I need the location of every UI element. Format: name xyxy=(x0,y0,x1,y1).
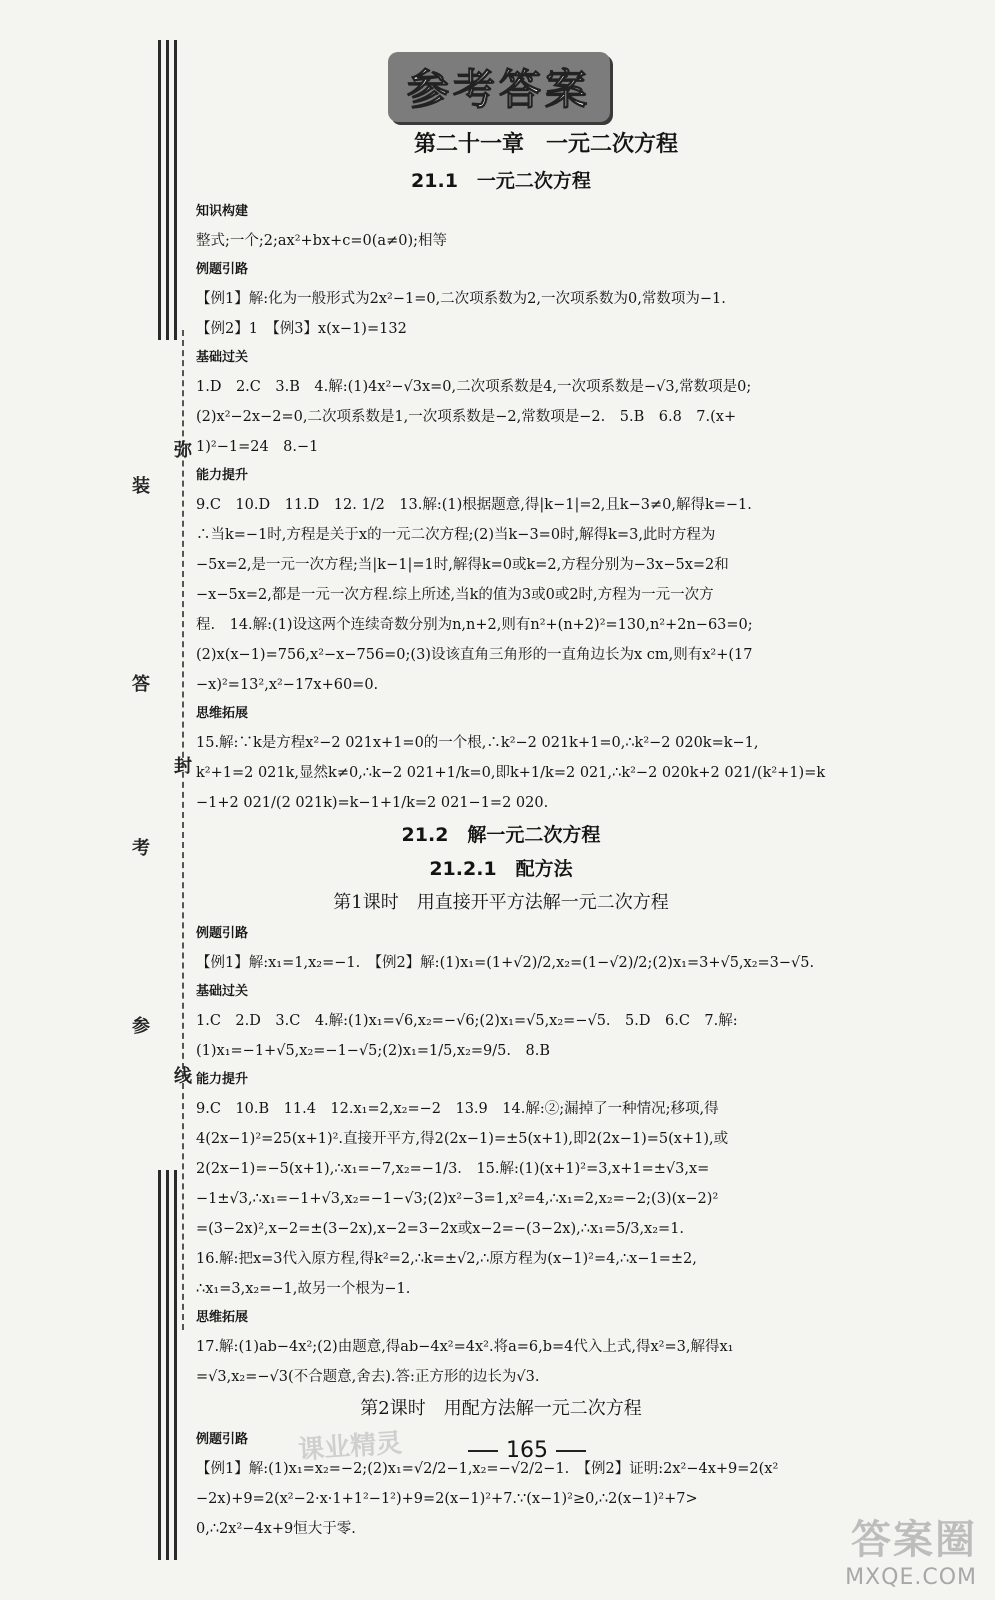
answer-content xyxy=(196,126,826,1544)
text-line: =√3,x₂=−√3(不合题意,舍去).答:正方形的边长为√3. xyxy=(196,1369,540,1385)
binding-line-5 xyxy=(166,1170,169,1560)
page-number xyxy=(460,1438,594,1463)
binding-line-1 xyxy=(158,40,161,340)
lesson-title: 第1课时 用直接开平方法解一元二次方程 xyxy=(333,892,669,913)
watermark xyxy=(737,1508,977,1588)
text-line: −5x=2,是一元一次方程;当|k−1|=1时,解得k=0或k=2,方程分别为−3x−5x=2和 xyxy=(196,557,729,573)
text-line: −2x)+9=2(x²−2·x·1+1²−1²)+9=2(x−1)²+7.∵(x−1)²≥0,∴2(x−1)²+7> xyxy=(196,1491,698,1507)
text-line: (2)x(x−1)=756,x²−x−756=0;(3)设该直角三角形的一直角边长为x cm,则有x²+(17 xyxy=(196,647,753,663)
text-line: 2(2x−1)=−5(x+1),∴x₁=−7,x₂=−1/3. 15.解:(1)(x+1)²=3,x+1=±√3,x= xyxy=(196,1161,710,1177)
section-label: 例题引路 xyxy=(196,262,249,277)
watermark-logo: 答案圈 xyxy=(851,1517,977,1563)
text-line: k²+1=2 021k,显然k≠0,∴k−2 021+1/k=0,即k+1/k=2 021,∴k²−2 020k+2 021/(k²+1)=k xyxy=(196,765,826,781)
chapter-title: 第二十一章 一元二次方程 xyxy=(413,132,678,157)
text-line: 程. 14.解:(1)设这两个连续奇数分别为n,n+2,则有n²+(n+2)²=130,n²+2n−63=0; xyxy=(196,617,753,633)
text-line: 1)²−1=24 8.−1 xyxy=(196,439,319,455)
binding-line-3 xyxy=(174,40,177,340)
text-line: 9.C 10.D 11.D 12. 1/2 13.解:(1)根据题意,得|k−1|=2,且k−3≠0,解得k=−1. xyxy=(196,497,752,513)
text-line: (2)x²−2x−2=0,二次项系数是1,一次项系数是−2,常数项是−2. 5.B 6.8 7.(x+ xyxy=(196,409,737,425)
text-line: 9.C 10.B 11.4 12.x₁=2,x₂=−2 13.9 14.解:②;漏掉了一种情况;移项,得 xyxy=(196,1101,719,1117)
section-label: 思维拓展 xyxy=(196,706,249,721)
text-line: 【例2】1 【例3】x(x−1)=132 xyxy=(196,321,407,337)
text-line: (1)x₁=−1+√5,x₂=−1−√5;(2)x₁=1/5,x₂=9/5. 8.B xyxy=(196,1043,550,1059)
section-label: 能力提升 xyxy=(196,468,249,483)
section-label: 能力提升 xyxy=(196,1072,249,1087)
binding-char: 线 xyxy=(174,1066,192,1087)
text-line: 【例1】解:(1)x₁=x₂=−2;(2)x₁=√2/2−1,x₂=−√2/2−1. 【例2】证明:2x²−4x+9=2(x² xyxy=(196,1461,779,1477)
section-label: 例题引路 xyxy=(196,1432,249,1447)
lesson-title: 第2课时 用配方法解一元二次方程 xyxy=(360,1398,642,1419)
text-line: 整式;一个;2;ax²+bx+c=0(a≠0);相等 xyxy=(196,233,447,249)
subsection-title: 21.2.1 配方法 xyxy=(429,858,573,880)
text-line: 17.解:(1)ab−4x²;(2)由题意,得ab−4x²=4x².将a=6,b=4代入上式,得x²=3,解得x₁ xyxy=(196,1339,734,1355)
answer-banner xyxy=(388,52,610,122)
binding-char: 弥 xyxy=(174,440,192,461)
binding-margin xyxy=(0,0,200,1600)
section-label: 例题引路 xyxy=(196,926,249,941)
text-line: 1.D 2.C 3.B 4.解:(1)4x²−√3x=0,二次项系数是4,一次项系数是−√3,常数项是0; xyxy=(196,379,752,395)
text-line: 0,∴2x²−4x+9恒大于零. xyxy=(196,1521,356,1537)
text-line: 4(2x−1)²=25(x+1)².直接开平方,得2(2x−1)=±5(x+1),即2(2x−1)=5(x+1),或 xyxy=(196,1131,729,1147)
text-line: 16.解:把x=3代入原方程,得k²=2,∴k=±√2,∴原方程为(x−1)²=4,∴x−1=±2, xyxy=(196,1251,697,1267)
section-title: 21.2 解一元二次方程 xyxy=(401,824,601,846)
text-line: −1±√3,∴x₁=−1+√3,x₂=−1−√3;(2)x²−3=1,x²=4,∴x₁=2,x₂=−2;(3)(x−2)² xyxy=(196,1191,719,1207)
dash-right xyxy=(556,1450,586,1452)
binding-line-6 xyxy=(174,1170,177,1560)
text-line: =(3−2x)²,x−2=±(3−2x),x−2=3−2x或x−2=−(3−2x),∴x₁=5/3,x₂=1. xyxy=(196,1221,685,1237)
binding-char: 答 xyxy=(132,674,150,695)
binding-line-2 xyxy=(166,40,169,340)
cut-line xyxy=(182,330,184,1330)
section-title: 21.1 一元二次方程 xyxy=(411,170,591,192)
section-label: 基础过关 xyxy=(196,984,249,999)
text-line: 15.解:∵k是方程x²−2 021x+1=0的一个根,∴k²−2 021k+1=0,∴k²−2 020k=k−1, xyxy=(196,735,759,751)
text-line: −1+2 021/(2 021k)=k−1+1/k=2 021−1=2 020. xyxy=(196,795,549,811)
section-label: 知识构建 xyxy=(196,204,249,219)
stamp-mark: 课业精灵 xyxy=(297,1428,404,1466)
binding-line-4 xyxy=(158,1170,161,1560)
text-line: 1.C 2.D 3.C 4.解:(1)x₁=√6,x₂=−√6;(2)x₁=√5,x₂=−√5. 5.D 6.C 7.解: xyxy=(196,1013,738,1029)
section-label: 思维拓展 xyxy=(196,1310,249,1325)
text-line: −x)²=13²,x²−17x+60=0. xyxy=(196,677,379,693)
binding-char: 封 xyxy=(174,756,192,777)
binding-char: 参 xyxy=(132,1016,150,1037)
banner-title: 参考答案 xyxy=(406,65,591,114)
text-line: ∴当k=−1时,方程是关于x的一元二次方程;(2)当k−3=0时,解得k=3,此时方程为 xyxy=(196,527,716,543)
text-line: ∴x₁=3,x₂=−1,故另一个根为−1. xyxy=(196,1281,411,1297)
text-line: −x−5x=2,都是一元一次方程.综上所述,当k的值为3或0或2时,方程为一元一次方 xyxy=(196,587,714,603)
watermark-url: MXQE.COM xyxy=(845,1565,977,1590)
binding-char: 装 xyxy=(132,476,150,497)
section-label: 基础过关 xyxy=(196,350,249,365)
text-line: 【例1】解:化为一般形式为2x²−1=0,二次项系数为2,一次项系数为0,常数项为−1. xyxy=(196,291,726,307)
dash-left xyxy=(468,1450,498,1452)
page-number-text: 165 xyxy=(506,1438,548,1463)
binding-char: 考 xyxy=(132,838,150,859)
text-line: 【例1】解:x₁=1,x₂=−1. 【例2】解:(1)x₁=(1+√2)/2,x₂=(1−√2)/2;(2)x₁=3+√5,x₂=3−√5. xyxy=(196,955,815,971)
